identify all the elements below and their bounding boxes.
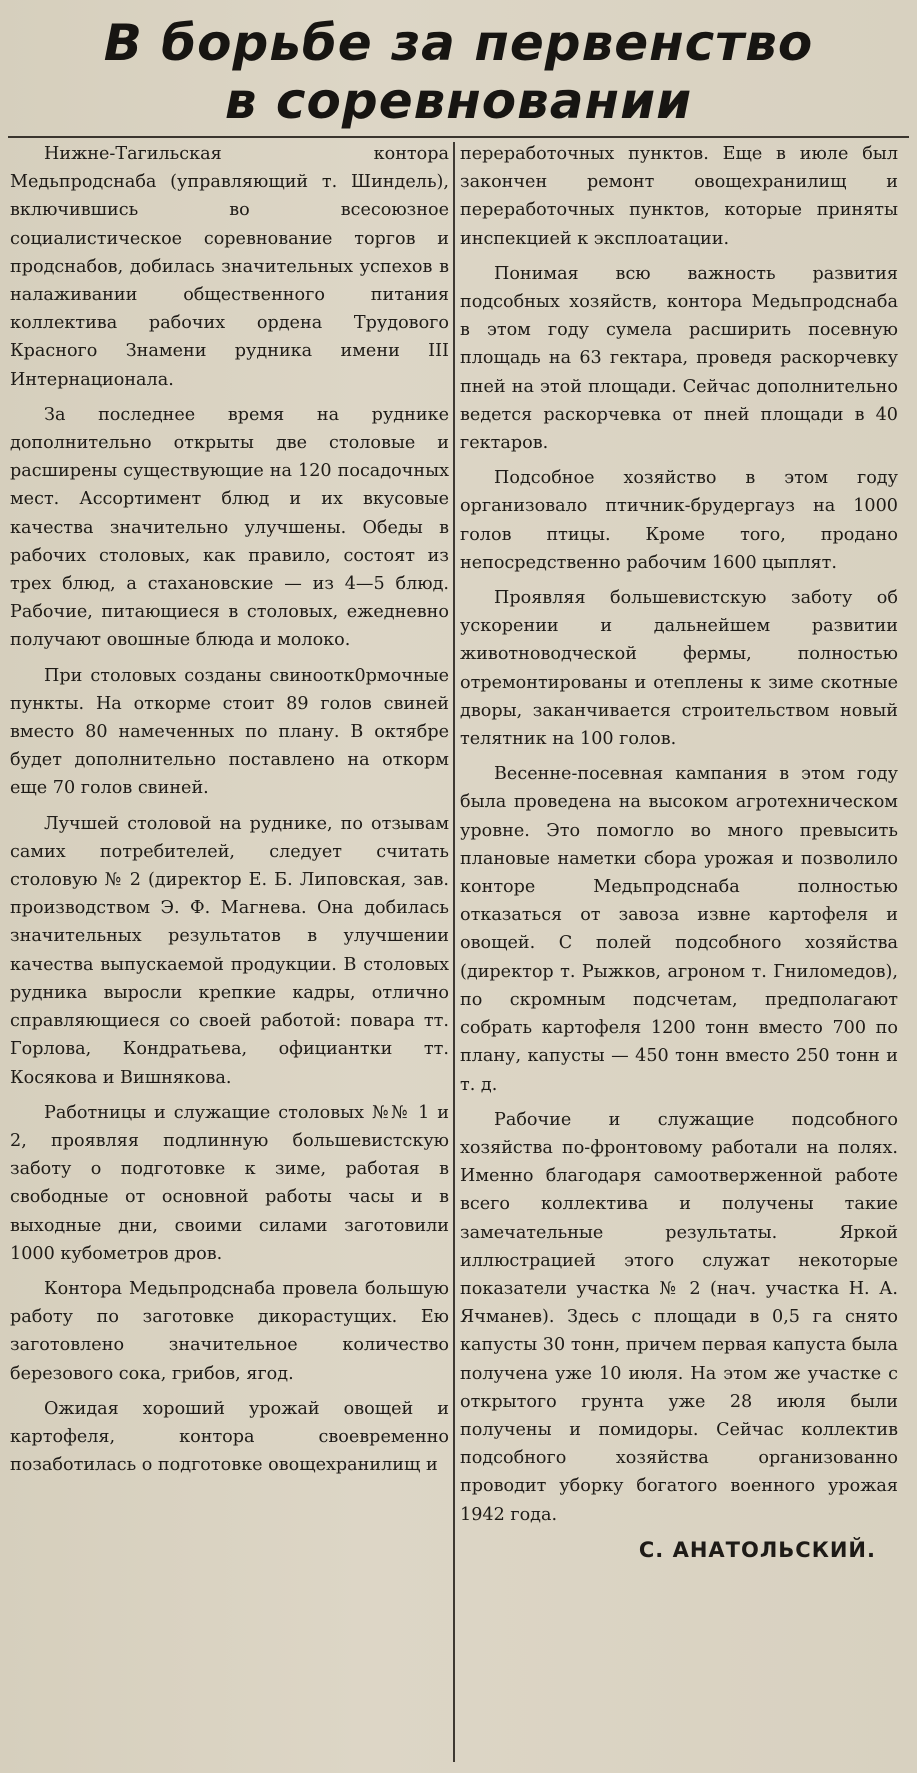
paragraph: Нижне-Тагильская контора Медьпродснаба (управляющий т. Шиндель), включившись во всесоюзное социалистическое соревнование торгов и продснабов, добилась значительных успехов в налаживании общественного питания коллектива рабочих ордена Трудового Красного Знамени рудника имени III Интернационала. [10,144,449,390]
paragraph: Работницы и служащие столовых №№ 1 и 2, проявляя подлинную большевистскую заботу о подготовке к зиме, работая в свободные от основной работы часы и в выходные дни, своими силами заготовили 1000 кубометров дров. [10,1102,449,1264]
paragraph: Ожидая хороший урожай овощей и картофеля, контора своевременно позаботилась о подготовке овощехранилищ и [10,1398,449,1476]
column-divider [453,142,455,1762]
left-column [10,140,449,1765]
paragraph: Контора Медьпродснаба провела большую работу по заготовке дикорастущих. Ею заготовлено значительное количество березового сока, грибов, ягод. [10,1278,449,1384]
paragraph: Проявляя большевистскую заботу об ускорении и дальнейшем развитии животноводческой фермы, полностью отремонтированы и отеплены к зиме скотные дворы, заканчивается строительством новый телятник на 100 голов. [460,588,898,750]
paragraph: За последнее время на руднике дополнительно открыты две столовые и расширены существующие на 120 посадочных мест. Ассортимент блюд и их вкусовые качества значительно улучшены. Обеды в рабочих столовых, как правило, состоят из трех блюд, а стахановские — из 4—5 блюд. Рабочие, питающиеся в столовых, ежедневно получают овошные блюда и молоко. [10,404,449,651]
paragraph: Подсобное хозяйство в этом году организовало птичник-брудергауз на 1000 голов птицы. Кроме того, продано непосредственно рабочим 1600 цыплят. [460,468,898,573]
paragraph: Понимая всю важность развития подсобных хозяйств, контора Медьпродснаба в этом году сумела расширить посевную площадь на 63 гектара, проведя раскорчевку пней на этой площади. Сейчас дополнительно ведется раскорчевка от пней площади в 40 гектаров. [460,263,898,454]
paragraph-continuation: переработочных пунктов. Еще в июле был закончен ремонт овощехранилищ и переработочных пунктов, которые приняты инспекцией к эксплоатации. [460,144,898,249]
paragraph: Весенне-посевная кампания в этом году была проведена на высоком агротехническом уровне. Это помогло во много превысить плановые наметки сбора урожая и позволило конторе Медьпродснаба полностью отказаться от завоза извне картофеля и овощей. С полей подсобного хозяйства (директор т. Рыжков, агроном т. Гниломедов), по скромным подсчетам, предполагают собрать картофеля 1200 тонн вместо 700 по плану, капусты — 450 тонн вместо 250 тонн и т. д. [460,764,898,1095]
paragraph: При столовых созданы свиноотк0рмочные пункты. На откорме стоит 89 голов свиней вместо 80 намеченных по плану. В октябре будет дополнительно поставлено на откорм еще 70 голов свиней. [10,665,449,799]
headline-line-2: в соревновании [224,72,693,130]
article-headline [0,14,917,130]
paragraph: Рабочие и служащие подсобного хозяйства по-фронтовому работали на полях. Именно благодаря самоотверженной работе всего коллектива и получены такие замечательные результаты. Яркой иллюстрацией этого служат некоторые показатели участка № 2 (нач. участка Н. А. Ячманев). Здесь с площади в 0,5 га снято капусты 30 тонн, причем первая капуста была получена уже 10 июля. На этом же участке с открытого грунта уже 28 июля были получены и помидоры. Сейчас коллектив подсобного хозяйства организованно проводит уборку богатого военного урожая 1942 года. [460,1109,898,1525]
paragraph: Лучшей столовой на руднике, по отзывам самих потребителей, следует считать столовую № 2 (директор Е. Б. Липовская, зав. производством Э. Ф. Магнева. Она добилась значительных результатов в улучшении качества выпускаемой продукции. В столовых рудника выросли крепкие кадры, отлично справляющиеся со своей работой: повара тт. Горлова, Кондратьева, официантки тт. Косякова и Вишнякова. [10,813,449,1088]
right-column [460,140,898,1765]
headline-line-1: В борьбе за первенство [103,14,814,72]
headline-rule [8,136,909,138]
author-signature: С. АНАТОЛЬСКИЙ. [638,1537,876,1562]
